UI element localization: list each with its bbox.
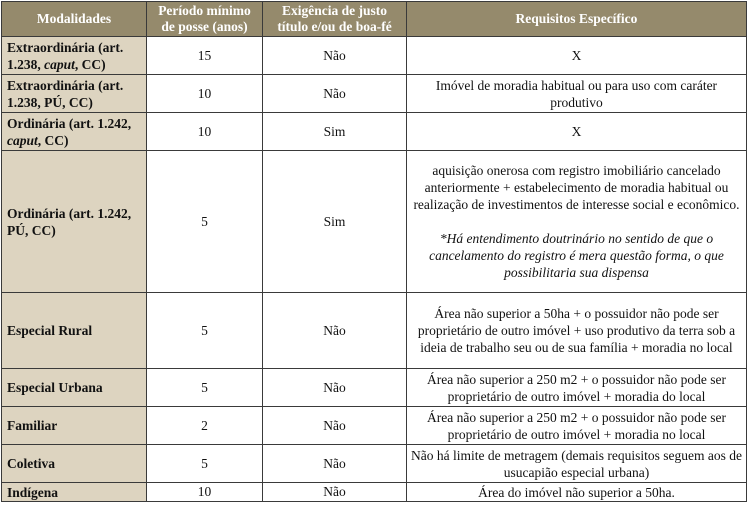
header-row — [2, 2, 747, 37]
row-periodo: 5 — [147, 369, 263, 407]
row-requisitos: Não há limite de metragem (demais requisitos seguem aos de usucapião especial urbana) — [407, 445, 747, 483]
table-row — [2, 483, 747, 502]
row-periodo: 10 — [147, 483, 263, 502]
header-modalidades: Modalidades — [2, 2, 147, 37]
row-exigencia: Não — [263, 483, 407, 502]
row-exigencia: Não — [263, 37, 407, 75]
row-modalidade: Indígena — [2, 483, 147, 502]
row-modalidade: Ordinária (art. 1.242, caput, CC) — [2, 113, 147, 151]
row-exigencia: Não — [263, 369, 407, 407]
row-requisitos: Imóvel de moradia habitual ou para uso com caráter produtivo — [407, 75, 747, 113]
row-requisitos — [407, 151, 747, 293]
table-row — [2, 445, 747, 483]
row-exigencia: Sim — [263, 151, 407, 293]
table-row — [2, 369, 747, 407]
row-modalidade: Especial Urbana — [2, 369, 147, 407]
row-exigencia: Não — [263, 407, 407, 445]
row-periodo: 10 — [147, 113, 263, 151]
row-periodo: 15 — [147, 37, 263, 75]
table-row — [2, 113, 747, 151]
row-modalidade: Ordinária (art. 1.242, PÚ, CC) — [2, 151, 147, 293]
row-periodo: 2 — [147, 407, 263, 445]
row-periodo: 5 — [147, 151, 263, 293]
usucapiao-table — [1, 1, 747, 502]
row-modalidade: Especial Rural — [2, 293, 147, 369]
row-periodo: 5 — [147, 293, 263, 369]
table-row — [2, 407, 747, 445]
doctrinal-note: *Há entendimento doutrinário no sentido de que o cancelamento do registro é mera questão forma, o que possibilitaria sua dispensa — [429, 231, 724, 280]
row-modalidade: Coletiva — [2, 445, 147, 483]
row-exigencia: Não — [263, 293, 407, 369]
row-periodo: 5 — [147, 445, 263, 483]
header-requisitos: Requisitos Específico — [407, 2, 747, 37]
row-requisitos: Área do imóvel não superior a 50ha. — [407, 483, 747, 502]
table-row — [2, 151, 747, 293]
table-row — [2, 75, 747, 113]
requisitos-text: aquisição onerosa com registro imobiliário cancelado anteriormente + estabelecimento de moradia habitual ou realização de investimentos de interesse social e econômico. — [413, 163, 740, 212]
row-modalidade: Familiar — [2, 407, 147, 445]
header-periodo: Período mínimo de posse (anos) — [147, 2, 263, 37]
row-requisitos: Área não superior a 50ha + o possuidor não pode ser proprietário de outro imóvel + uso produtivo da terra sob a ideia de trabalho seu ou de sua família + moradia no local — [407, 293, 747, 369]
row-requisitos: X — [407, 37, 747, 75]
header-exigencia: Exigência de justo título e/ou de boa-fé — [263, 2, 407, 37]
table-row — [2, 293, 747, 369]
row-modalidade: Extraordinária (art. 1.238, PÚ, CC) — [2, 75, 147, 113]
row-requisitos: Área não superior a 250 m2 + o possuidor não pode ser proprietário de outro imóvel + moradia do local — [407, 369, 747, 407]
row-exigencia: Não — [263, 445, 407, 483]
row-requisitos: X — [407, 113, 747, 151]
table-row — [2, 37, 747, 75]
row-requisitos: Área não superior a 250 m2 + o possuidor não pode ser proprietário de outro imóvel + moradia no local — [407, 407, 747, 445]
row-periodo: 10 — [147, 75, 263, 113]
row-exigencia: Sim — [263, 113, 407, 151]
row-modalidade: Extraordinária (art. 1.238, caput, CC) — [2, 37, 147, 75]
row-exigencia: Não — [263, 75, 407, 113]
